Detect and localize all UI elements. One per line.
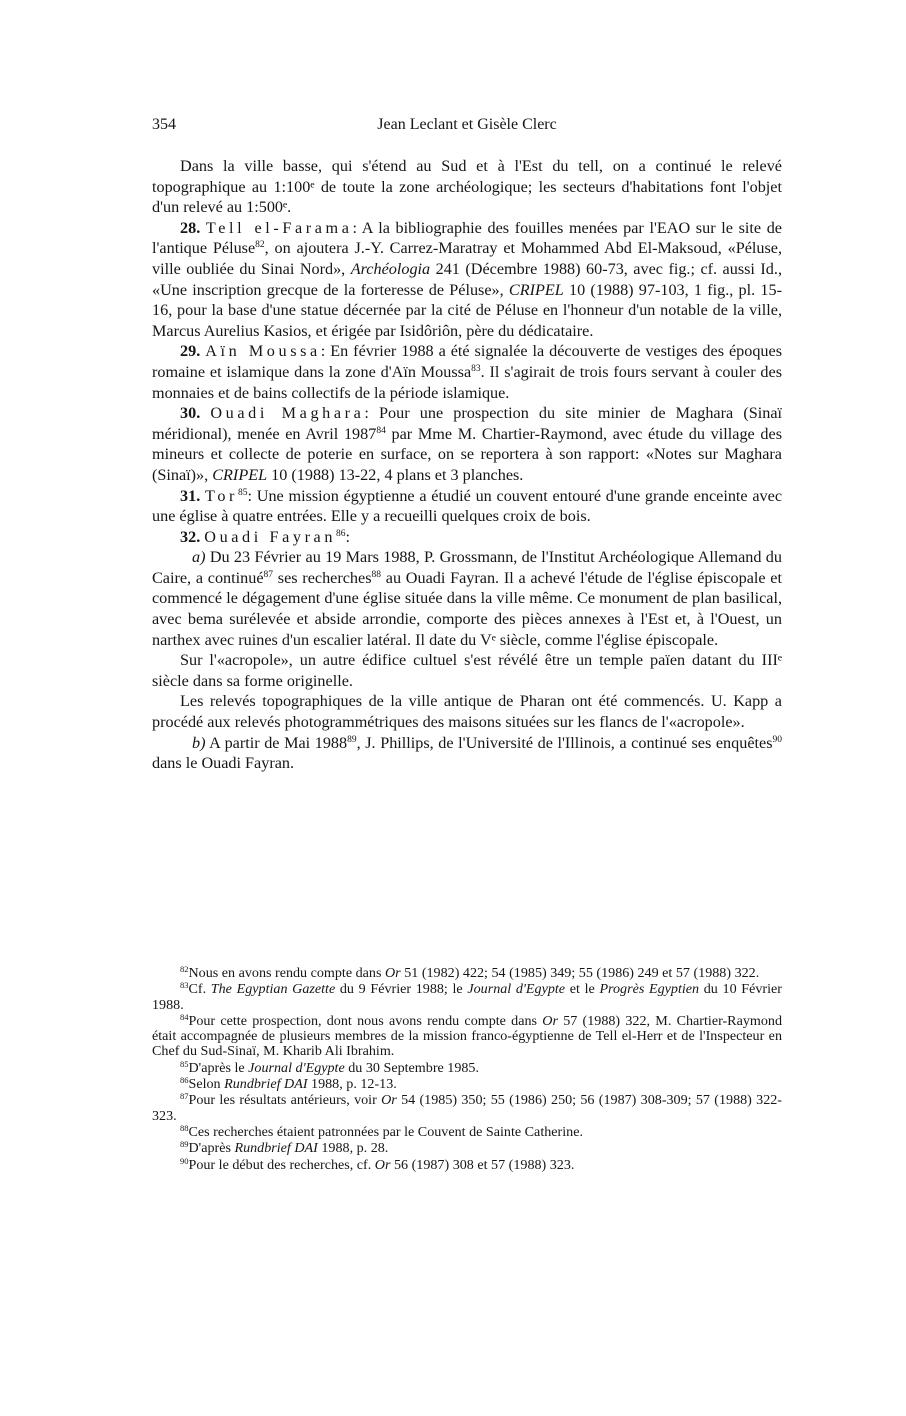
footnote-text: 1988, p. 28. [317, 1140, 389, 1157]
footnote-number: 89 [180, 1139, 189, 1150]
section-text: : Une mission égyptienne a étudié un couvent entouré d'une grande enceinte avec une église à quatre entrées. Elle y a recueilli quelques croix de bois. [152, 486, 782, 526]
journal-title: Or [374, 1156, 391, 1173]
section-text: : En février 1988 a été signalée la découverte de vestiges des époques romaine et islamique dans la zone d'Aïn Moussa [152, 342, 783, 381]
section-number: 32. [180, 527, 201, 546]
footnote-text: du 10 Février 1988. [152, 981, 782, 1013]
site-name: Ouadi Fayran [204, 527, 337, 546]
footnote-85 [152, 1058, 782, 1076]
footnote-89 [152, 1141, 782, 1156]
footnote-text: du 9 Février 1988; le [335, 981, 468, 998]
footnote-82 [152, 966, 782, 981]
section-text: ses recherches [273, 568, 372, 587]
footnote-number: 82 [180, 964, 189, 974]
journal-title: Progrès Egyptien [599, 981, 700, 998]
section-text: . Il s'agirait de trois fours servant à couler des monnaies et de bains collectifs de la période islamique. [152, 362, 783, 402]
footnote-text: Cf. [188, 981, 211, 998]
section-29 [152, 341, 782, 403]
section-text: 10 (1988) 13-22, 4 plans et 3 planches. [267, 465, 524, 484]
section-32-heading [152, 527, 782, 548]
footnote-text: 57 (1988) 322, M. Chartier-Raymond était accompagnée de plusieurs membres de la mission franco-égyptienne de Tell el-Herr et de l'Inspecteur en Chef du Sud-Sinaï, M. Kharib Ali Ibrahim. [152, 1012, 782, 1060]
section-number: 30. [180, 404, 201, 423]
footnote-number: 90 [180, 1155, 189, 1166]
section-30 [152, 403, 782, 485]
section-text: au Ouadi Fayran. Il a achevé l'étude de l'église épiscopale et commencé le dégagement d'une église située dans la ville même. Ce monument de plan basilical, avec bema surélevée et abside arrondie, comporte des pièces annexes à l'Est et, à l'Ouest, un narthex avec ruines d'un escalier latéral. Il date du Vᵉ siècle, comme l'église épiscopale. [152, 568, 782, 649]
footnote-ref: 85 [238, 487, 248, 498]
section-text: A partir de Mai 1988 [205, 733, 348, 752]
item-label: b) [192, 733, 206, 752]
footnote-number: 85 [180, 1058, 189, 1069]
journal-title: The Egyptian Gazette [210, 981, 336, 998]
footnote-text: Ces recherches étaient patronnées par le Couvent de Sainte Catherine. [188, 1123, 583, 1140]
section-28 [152, 218, 782, 342]
footnote-ref: 84 [376, 425, 386, 436]
section-number: 29. [180, 342, 201, 361]
journal-title: Rundbrief DAI [224, 1076, 308, 1093]
paragraph-text: Sur l'«acropole», un autre édifice cultuel s'est révélé être un temple païen datant du IIIᵉ siècle dans sa forme originelle. [152, 651, 782, 690]
footnote-86 [152, 1077, 782, 1092]
footnote-text: D'après le [188, 1059, 249, 1076]
section-32-acropole [152, 650, 782, 691]
journal-title: Rundbrief DAI [234, 1140, 318, 1157]
section-32-b [152, 733, 782, 774]
footnote-text: D'après [188, 1140, 235, 1157]
footnote-text: 1988, p. 12-13. [307, 1076, 397, 1093]
section-text: : A la bibliographie des fouilles menées par l'EAO sur le site de l'antique Péluse [152, 218, 782, 258]
section-text: 241 (Décembre 1988) 60-73, avec fig.; cf. aussi Id., «Une inscription grecque de la forteresse de Péluse», [152, 259, 782, 299]
item-label: a) [192, 548, 206, 567]
footnote-number: 83 [180, 980, 189, 991]
site-name: Tor [204, 486, 239, 505]
footnote-text: Pour les résultats antérieurs, voir [188, 1092, 382, 1109]
footnote-text: 54 (1985) 350; 55 (1986) 250; 56 (1987) 308-309; 57 (1988) 322-323. [152, 1092, 782, 1124]
section-text: , on ajoutera J.-Y. Carrez-Maratray et Mohammed Abd El-Maksoud, «Péluse, ville oubliée du Sinai Nord», [152, 239, 783, 278]
journal-title: Journal d'Egypte [467, 981, 566, 998]
section-32-pharan [152, 691, 782, 732]
site-name: Ouadi Maghara [210, 404, 365, 423]
footnote-text: du 30 Septembre 1985. [344, 1059, 479, 1076]
footnote-ref: 82 [255, 240, 265, 251]
section-text: dans le Ouadi Fayran. [152, 754, 295, 773]
page-number: 354 [152, 116, 176, 133]
footnote-text: Pour cette prospection, dont nous avons rendu compte dans [188, 1012, 543, 1029]
footnote-83 [152, 982, 782, 1013]
journal-title: CRIPEL [212, 465, 268, 484]
section-32-a [152, 547, 782, 650]
footnote-ref: 83 [471, 363, 481, 374]
journal-title: Journal d'Egypte [248, 1059, 345, 1076]
footnote-ref: 87 [263, 569, 274, 580]
journal-title: CRIPEL [508, 280, 564, 299]
section-number: 28. [180, 218, 201, 237]
footnotes [152, 966, 782, 1174]
footnote-90 [152, 1155, 782, 1173]
section-text: : Pour une prospection du site minier de Maghara (Sinaï méridional), menée en Avril 1987 [152, 404, 782, 443]
paragraph-lower-city [152, 156, 782, 218]
running-title: Jean Leclant et Gisèle Clerc [377, 116, 557, 133]
journal-title: Or [385, 965, 401, 981]
footnote-ref: 88 [371, 569, 382, 580]
footnote-number: 84 [180, 1011, 189, 1022]
main-text [152, 156, 782, 774]
section-text: par Mme M. Chartier-Raymond, avec étude du village des mineurs et collecte de poterie en surface, on se reportera à son rapport: «Notes sur Maghara (Sinaï)», [152, 424, 782, 484]
footnote-text: 51 (1982) 422; 54 (1985) 349; 55 (1986) 249 et 57 (1988) 322. [400, 965, 760, 981]
footnote-88 [152, 1122, 782, 1140]
site-name: Tell el-Farama [205, 218, 353, 237]
footnote-87 [152, 1093, 782, 1124]
footnote-number: 88 [180, 1122, 189, 1133]
journal-title: Or [381, 1092, 397, 1109]
footnote-ref: 86 [336, 528, 346, 539]
section-text: 10 (1988) 97-103, 1 fig., pl. 15-16, pour la base d'une statue décernée par la cité de Péluse en l'honneur d'un notable de la ville, Marcus Aurelius Kasios, et érigée par Isidôriôn, père du dédicataire. [152, 280, 782, 340]
journal-title: Or [542, 1012, 558, 1029]
site-name: Aïn Moussa [205, 342, 321, 361]
footnote-text: 56 (1987) 308 et 57 (1988) 323. [390, 1156, 575, 1173]
paragraph-text: Dans la ville basse, qui s'étend au Sud et à l'Est du tell, on a continué le relevé topographique au 1:100ᵉ de toute la zone archéologique; les secteurs d'habitations font l'objet d'un relevé au 1:500ᵉ. [152, 157, 782, 217]
section-text: Du 23 Février au 19 Mars 1988, P. Grossmann, de l'Institut Archéologique Allemand du Caire, a continué [152, 548, 782, 587]
section-text: , J. Phillips, de l'Université de l'Illinois, a continué ses enquêtes [356, 733, 773, 752]
footnote-number: 87 [180, 1091, 189, 1102]
footnote-text: Nous en avons rendu compte dans [188, 965, 385, 981]
footnote-text: Pour le début des recherches, cf. [188, 1156, 375, 1173]
footnote-text: Selon [188, 1076, 225, 1093]
journal-title: Archéologia [350, 259, 431, 278]
footnote-ref: 89 [347, 734, 357, 745]
page-header [152, 116, 782, 140]
section-number: 31. [180, 486, 201, 505]
section-31 [152, 486, 782, 527]
paragraph-text: Les relevés topographiques de la ville antique de Pharan ont été commencés. U. Kapp a procédé aux relevés photogrammétriques des maisons situées sur les flancs de l'«acropole». [152, 692, 782, 732]
footnote-text: et le [565, 981, 600, 998]
footnote-ref: 90 [772, 734, 782, 745]
footnote-84 [152, 1011, 782, 1060]
section-text: : [345, 527, 351, 546]
footnote-number: 86 [180, 1075, 189, 1086]
